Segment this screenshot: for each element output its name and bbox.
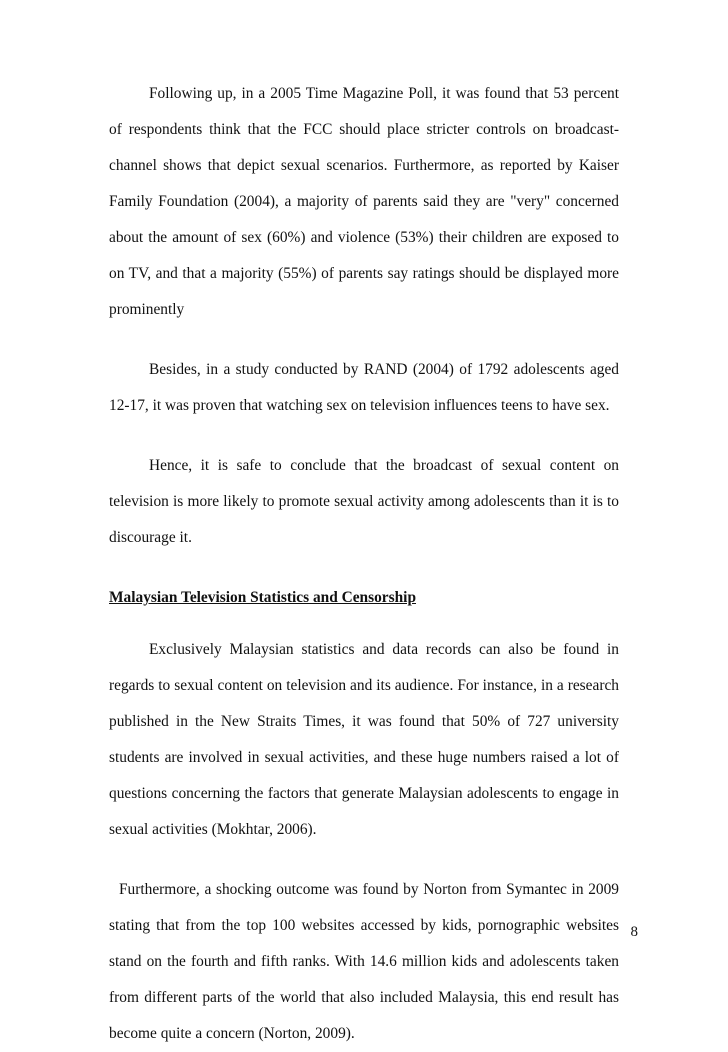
paragraph-malaysian-statistics: Exclusively Malaysian statistics and data records can also be found in regards to sexual content on television and its audience. For instance, in a research published in the New Straits Times, it was found that 50% of 727 university students are involved in sexual activities, and these huge numbers raised a lot of questions concerning the factors that generate Malaysian adolescents to engage in sexual activities (Mokhtar, 2006). [109, 641, 619, 838]
paragraph-conclusion: Hence, it is safe to conclude that the broadcast of sexual content on television is more likely to promote sexual activity among adolescents than it is to discourage it. [109, 457, 619, 546]
paragraph-rand-study: Besides, in a study conducted by RAND (2004) of 1792 adolescents aged 12-17, it was proven that watching sex on television influences teens to have sex. [109, 361, 619, 414]
section-heading: Malaysian Television Statistics and Censorship [109, 589, 417, 606]
document-body [109, 76, 619, 1052]
paragraph-norton-symantec: Furthermore, a shocking outcome was found by Norton from Symantec in 2009 stating that from the top 100 websites accessed by kids, pornographic websites stand on the fourth and fifth ranks. With 14.6 million kids and adolescents taken from different parts of the world that also included Malaysia, this end result has become quite a concern (Norton, 2009). [109, 881, 619, 1042]
paragraph-time-magazine-poll: Following up, in a 2005 Time Magazine Poll, it was found that 53 percent of respondents think that the FCC should place stricter controls on broadcast-channel shows that depict sexual scenarios. Furthermore, as reported by Kaiser Family Foundation (2004), a majority of parents said they are "very" concerned about the amount of sex (60%) and violence (53%) their children are exposed to on TV, and that a majority (55%) of parents say ratings should be displayed more prominently [109, 85, 619, 318]
page-number: 8 [630, 924, 638, 940]
